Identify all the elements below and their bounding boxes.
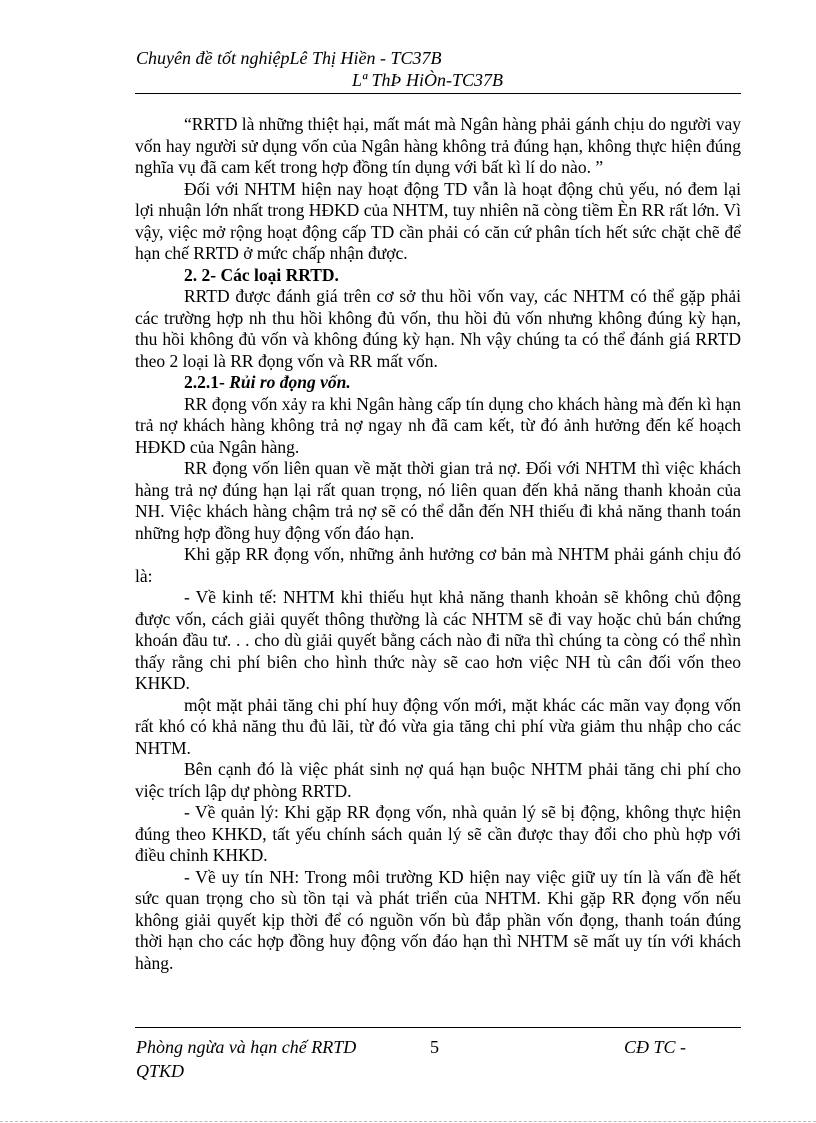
section-title: Rủi ro đọng vốn. <box>229 372 351 392</box>
section-number: 2.2.1- <box>184 372 225 392</box>
section-2-2-paragraph: RRTD được đánh giá trên cơ sở thu hồi vốn vay, các NHTM có thể gặp phải các trường hợp nh thu hồi không đủ vốn, thu hồi đủ vốn nhưng không đúng kỳ hạn, thu hồi không đủ vốn và không đúng kỳ hạn. Nh vậy chúng ta có thể đánh giá RRTD theo 2 loại là RR đọng vốn và RR mất vốn. <box>135 286 741 371</box>
section-heading-2-2-1 <box>135 372 741 394</box>
paragraph: Bên cạnh đó là việc phát sinh nợ quá hạn buộc NHTM phải tăng chi phí cho việc trích lập dự phòng RRTD. <box>135 759 741 801</box>
paragraph: - Về uy tín NH: Trong môi trường KD hiện nay việc giữ uy tín là vấn đề hết sức quan trọng cho sù tồn tại và phát triển của NHTM. Khi gặp RR đọng vốn nếu không giải quyết kịp thời để có nguồn vốn bù đắp phần vốn đọng, thanh toán đúng thời hạn cho các hợp đồng huy động vốn đáo hạn thì NHTM sẽ mất uy tín với khách hàng. <box>135 866 741 973</box>
paragraph: - Về quản lý: Khi gặp RR đọng vốn, nhà quản lý sẽ bị động, không thực hiện đúng theo KHKD, tất yếu chính sách quản lý sẽ cần được thay đổi cho phù hợp với điều chỉnh KHKD. <box>135 802 741 865</box>
footer-divider <box>135 1027 741 1028</box>
footer-right: CĐ TC - <box>624 1037 687 1057</box>
paragraph: - Về kinh tế: NHTM khi thiếu hụt khả năng thanh khoản sẽ không chủ động được vốn, cách giải quyết thông thường là các NHTM sẽ đi vay hoặc chủ bán chứng khoán đầu tư. . . cho dù giải quyết bằng cách nào đi nữa thì chúng ta còng có thể nhìn thấy rằng chi phí biên cho hình thức này sẽ cao hơn việc NH tù cân đối vốn theo KHKD. <box>135 587 741 693</box>
header-line-2: Lª ThÞ HiÒn-TC37B <box>352 70 503 90</box>
definition-paragraph: “RRTD là những thiệt hại, mất mát mà Ngân hàng phải gánh chịu do người vay vốn hay người sử dụng vốn của Ngân hàng không trả đúng hạn, không thực hiện đúng nghĩa vụ đã cam kết trong hợp đồng tín dụng với bất kì lí do nào. ” <box>135 114 741 177</box>
paragraph: RR đọng vốn xảy ra khi Ngân hàng cấp tín dụng cho khách hàng mà đến kì hạn trả nợ khách hàng không trả nợ ngay nh đã cam kết, từ đó ảnh hưởng đến kế hoạch HĐKD của Ngân hàng. <box>135 393 741 457</box>
paragraph: RR đọng vốn liên quan về mặt thời gian trả nợ. Đối với NHTM thì việc khách hàng trả nợ đúng hạn lại rất quan trọng, nó liên quan đến khả năng thanh khoản của NH. Việc khách hàng chậm trả nợ sẽ có thể dẫn đến NH thiếu đi khả năng thanh toán những hợp đồng huy động vốn đáo hạn. <box>135 458 741 543</box>
document-body <box>135 114 741 974</box>
header-divider <box>135 93 741 94</box>
footer-left: Phòng ngừa và hạn chế RRTD QTKD <box>136 1037 357 1081</box>
page-bottom-edge <box>0 1121 816 1122</box>
paragraph: một mặt phải tăng chi phí huy động vốn mới, mặt khác các mãn vay đọng vốn rất khó có khả năng thu đủ lãi, từ đó vừa gia tăng chi phí vừa giảm thu nhập cho các NHTM. <box>135 694 741 758</box>
header-line-1: Chuyên đề tốt nghiệpLê Thị Hiền - TC37B <box>136 48 442 68</box>
page-number: 5 <box>430 1037 439 1057</box>
section-heading-2-2: 2. 2- Các loại RRTD. <box>184 264 339 285</box>
paragraph: Khi gặp RR đọng vốn, những ảnh hưởng cơ bản mà NHTM phải gánh chịu đó là: <box>135 544 741 586</box>
intro-paragraph: Đối với NHTM hiện nay hoạt động TD vẫn là hoạt động chủ yếu, nó đem lại lợi nhuận lớn nhất trong HĐKD của NHTM, tuy nhiên nã còng tiềm Èn RR rất lớn. Vì vậy, việc mở rộng hoạt động cấp TD cần phải có căn cứ phân tích hết sức chặt chẽ để hạn chế RRTD ở mức chấp nhận được. <box>135 178 741 263</box>
